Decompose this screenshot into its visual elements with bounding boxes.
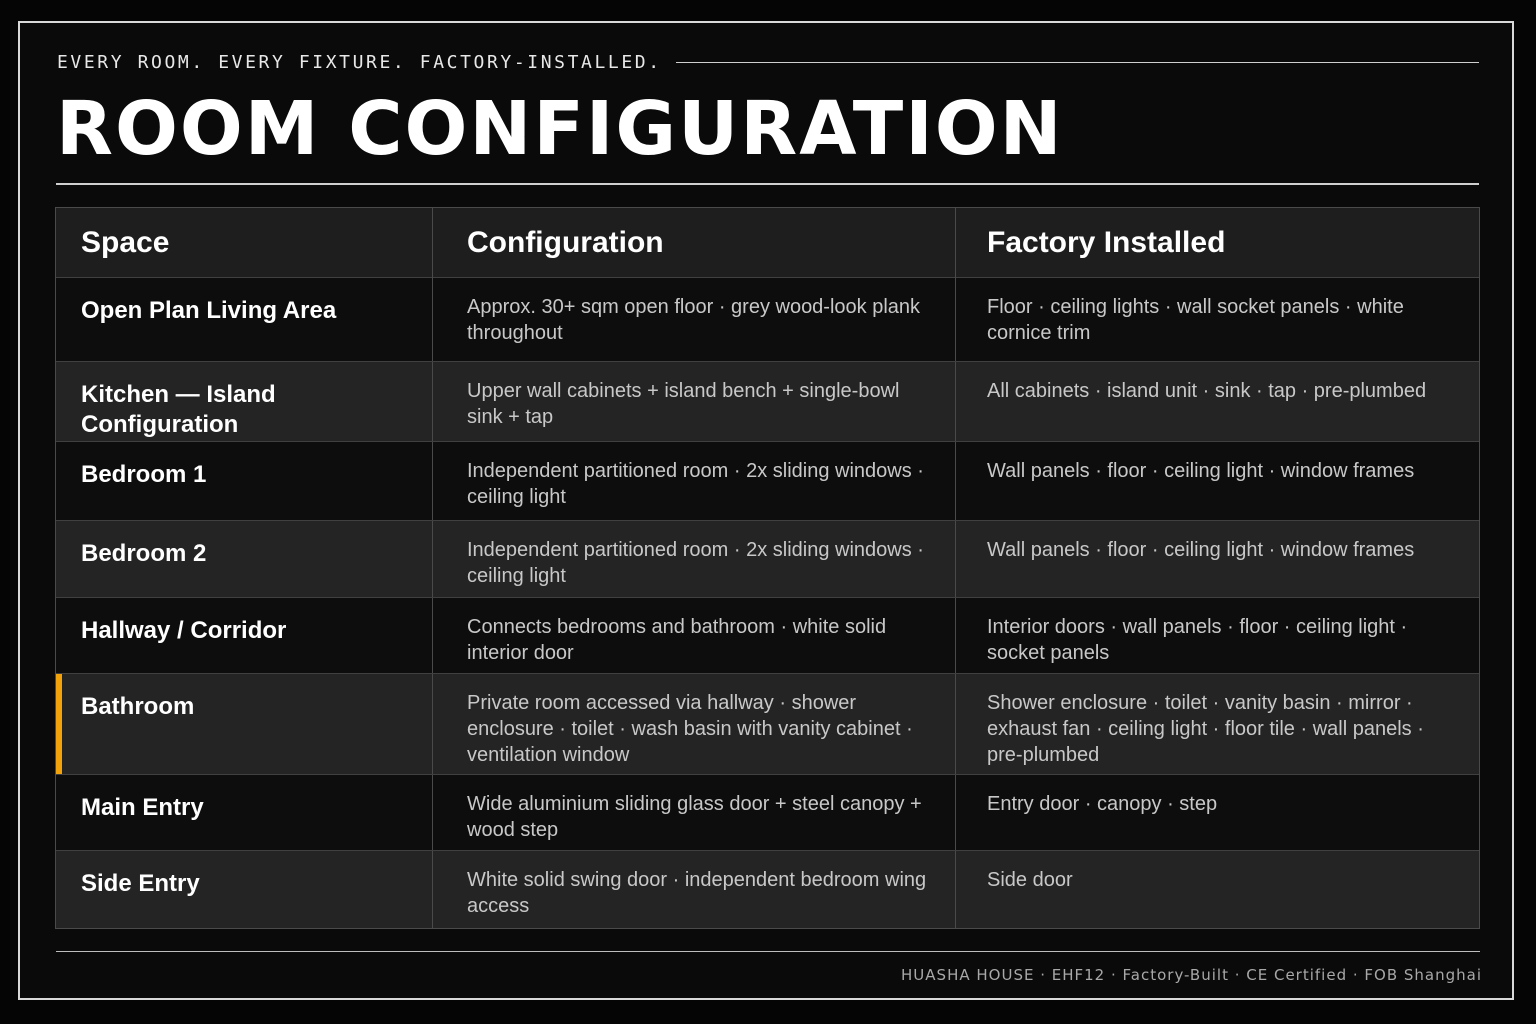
- configuration-text: Upper wall cabinets + island bench + single-bowl sink + tap: [467, 380, 900, 428]
- table-row: [56, 598, 1479, 674]
- column-header-configuration: Configuration: [433, 208, 956, 278]
- table-row: [56, 278, 1479, 362]
- footer-divider: [56, 951, 1480, 952]
- footer-text: HUASHA HOUSE · EHF12 · Factory-Built · CE Certified · FOB Shanghai: [901, 966, 1482, 984]
- column-header-space: Space: [56, 208, 433, 278]
- space-name: Bedroom 2: [81, 540, 207, 567]
- space-name: Bathroom: [81, 693, 195, 720]
- space-name: Open Plan Living Area: [81, 297, 337, 324]
- factory-installed-text: Floor · ceiling lights · wall socket panels · white cornice trim: [987, 296, 1404, 344]
- table-row-highlighted: [56, 674, 1479, 775]
- factory-installed-text: Interior doors · wall panels · floor · ceiling light · socket panels: [987, 616, 1408, 664]
- configuration-text: Approx. 30+ sqm open floor · grey wood-look plank throughout: [467, 296, 921, 344]
- space-name: Main Entry: [81, 794, 204, 821]
- page-title: ROOM CONFIGURATION: [56, 86, 1064, 172]
- space-name: Side Entry: [81, 870, 200, 897]
- space-name: Kitchen — Island Configuration: [81, 381, 276, 438]
- highlight-accent-bar: [56, 674, 62, 774]
- factory-installed-text: Wall panels · floor · ceiling light · window frames: [987, 539, 1415, 561]
- configuration-text: Independent partitioned room · 2x sliding windows · ceiling light: [467, 460, 924, 508]
- configuration-text: White solid swing door · independent bedroom wing access: [467, 869, 927, 917]
- table-row: [56, 442, 1479, 521]
- factory-installed-text: All cabinets · island unit · sink · tap · pre-plumbed: [987, 380, 1427, 402]
- factory-installed-text: Side door: [987, 869, 1073, 891]
- table-row: [56, 851, 1479, 928]
- configuration-text: Connects bedrooms and bathroom · white solid interior door: [467, 616, 887, 664]
- factory-installed-text: Wall panels · floor · ceiling light · window frames: [987, 460, 1415, 482]
- column-header-factory-installed: Factory Installed: [987, 225, 1226, 259]
- eyebrow-row: [57, 50, 1479, 74]
- eyebrow-text: EVERY ROOM. EVERY FIXTURE. FACTORY-INSTALLED.: [57, 51, 662, 73]
- factory-installed-text: Shower enclosure · toilet · vanity basin · mirror · exhaust fan · ceiling light · floor tile · wall panels · pre-plumbed: [987, 692, 1424, 766]
- space-name: Hallway / Corridor: [81, 617, 287, 644]
- configuration-text: Private room accessed via hallway · shower enclosure · toilet · wash basin with vanity cabinet · ventilation window: [467, 692, 913, 766]
- table-row: [56, 775, 1479, 851]
- title-divider: [56, 183, 1479, 185]
- configuration-text: Independent partitioned room · 2x sliding windows · ceiling light: [467, 539, 924, 587]
- table-row: [56, 521, 1479, 598]
- room-configuration-table: [55, 207, 1480, 929]
- space-name: Bedroom 1: [81, 461, 207, 488]
- eyebrow-divider: [676, 62, 1479, 63]
- table-header-row: [56, 208, 1479, 278]
- table-row: [56, 362, 1479, 442]
- configuration-text: Wide aluminium sliding glass door + steel canopy + wood step: [467, 793, 922, 841]
- factory-installed-text: Entry door · canopy · step: [987, 793, 1218, 815]
